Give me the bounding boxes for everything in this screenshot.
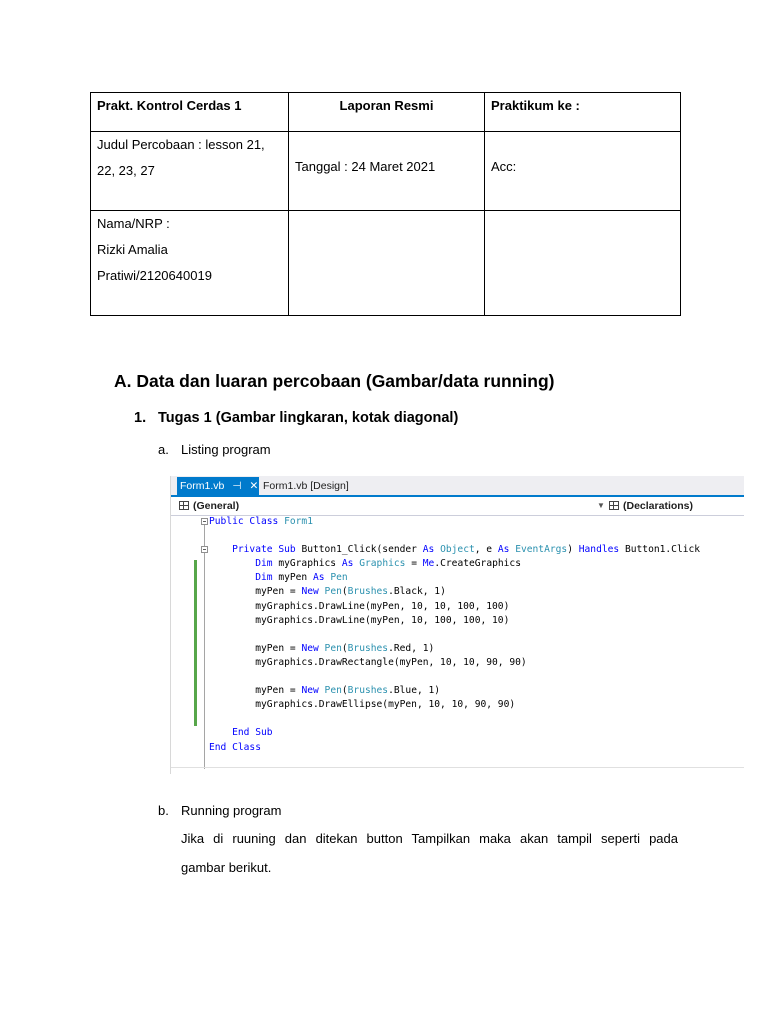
practicum-cell: Praktikum ke : xyxy=(485,93,681,132)
nama-cell xyxy=(91,211,289,316)
collapse-icon[interactable] xyxy=(201,546,208,553)
code-line-4: Dim myPen As Pen xyxy=(255,572,348,584)
tanggal-text: Tanggal : 24 Maret 2021 xyxy=(295,159,436,174)
task-1-title: Tugas 1 (Gambar lingkaran, kotak diagonal) xyxy=(158,410,459,426)
code-line-13: End Class xyxy=(209,741,261,753)
change-indicator-bar xyxy=(194,560,197,726)
code-line-11: myGraphics.DrawEllipse(myPen, 10, 10, 90, 90) xyxy=(255,699,516,711)
item-a xyxy=(158,442,271,457)
code-line-5: myPen = New Pen(Brushes.Black, 1) xyxy=(255,586,446,598)
general-dropdown-label: (General) xyxy=(193,500,240,512)
item-a-text: Listing program xyxy=(181,442,271,457)
code-line-7: myGraphics.DrawLine(myPen, 10, 100, 100, 10) xyxy=(255,614,510,626)
general-dropdown[interactable] xyxy=(179,497,599,515)
tab-form1-vb-label: Form1.vb xyxy=(180,480,225,492)
paragraph-line-2: gambar berikut. xyxy=(181,860,272,875)
code-line-10: myPen = New Pen(Brushes.Blue, 1) xyxy=(255,685,441,697)
item-b-label: b. xyxy=(158,803,169,818)
report-title: Laporan Resmi xyxy=(289,93,485,132)
item-a-label: a. xyxy=(158,442,169,457)
report-header-table xyxy=(90,92,681,316)
code-line-3: Dim myGraphics As Graphics = Me.CreateGraphics xyxy=(255,558,521,570)
course-cell: Prakt. Kontrol Cerdas 1 xyxy=(91,93,289,132)
section-a-heading: A. Data dan luaran percobaan (Gambar/data running) xyxy=(114,371,555,391)
item-b-text: Running program xyxy=(181,803,282,818)
dropdown-arrow-icon[interactable]: ▼ xyxy=(597,501,605,510)
code-editor[interactable] xyxy=(209,515,700,755)
tab-form1-design[interactable]: Form1.vb [Design] xyxy=(263,480,349,492)
empty-cell-2 xyxy=(289,211,485,316)
empty-cell-3 xyxy=(485,211,681,316)
code-line-1: Public Class Form1 xyxy=(209,516,313,527)
code-line-9: myGraphics.DrawRectangle(myPen, 10, 10, 90, 90) xyxy=(255,656,527,668)
editor-bottom-border xyxy=(171,767,744,768)
code-line-12: End Sub xyxy=(232,727,273,739)
paragraph-line-1: Jika di ruuning dan ditekan button Tampilkan maka akan tampil seperti pada xyxy=(181,831,678,846)
tanggal-cell xyxy=(289,132,485,211)
code-line-6: myGraphics.DrawLine(myPen, 10, 10, 100, 100) xyxy=(255,600,510,612)
acc-text: Acc: xyxy=(491,159,517,174)
item-b xyxy=(158,803,281,818)
navigation-bar xyxy=(171,497,744,516)
nama-value: Rizki Amalia Pratiwi/2120640019 xyxy=(97,242,212,283)
ide-screenshot xyxy=(170,476,744,774)
collapse-icon[interactable] xyxy=(201,518,208,525)
tab-form1-vb[interactable] xyxy=(177,477,259,495)
nama-label: Nama/NRP : xyxy=(97,216,170,231)
close-icon[interactable]: ✕ xyxy=(249,480,259,492)
task-1-number: 1. xyxy=(134,410,147,426)
judul-cell: Judul Percobaan : lesson 21, 22, 23, 27 xyxy=(91,132,289,211)
class-view-icon xyxy=(609,501,619,510)
editor-tab-bar xyxy=(171,476,744,497)
pin-icon[interactable]: ⊣ xyxy=(232,480,242,492)
class-view-icon xyxy=(179,501,189,510)
task-1-heading xyxy=(134,410,458,426)
declarations-dropdown-label: (Declarations) xyxy=(623,500,694,512)
code-line-2: Private Sub Button1_Click(sender As Object, e As EventArgs) Handles Button1.Click xyxy=(232,544,701,556)
outline-line xyxy=(204,524,205,769)
declarations-dropdown[interactable] xyxy=(609,497,744,515)
acc-cell xyxy=(485,132,681,211)
code-line-8: myPen = New Pen(Brushes.Red, 1) xyxy=(255,642,435,654)
